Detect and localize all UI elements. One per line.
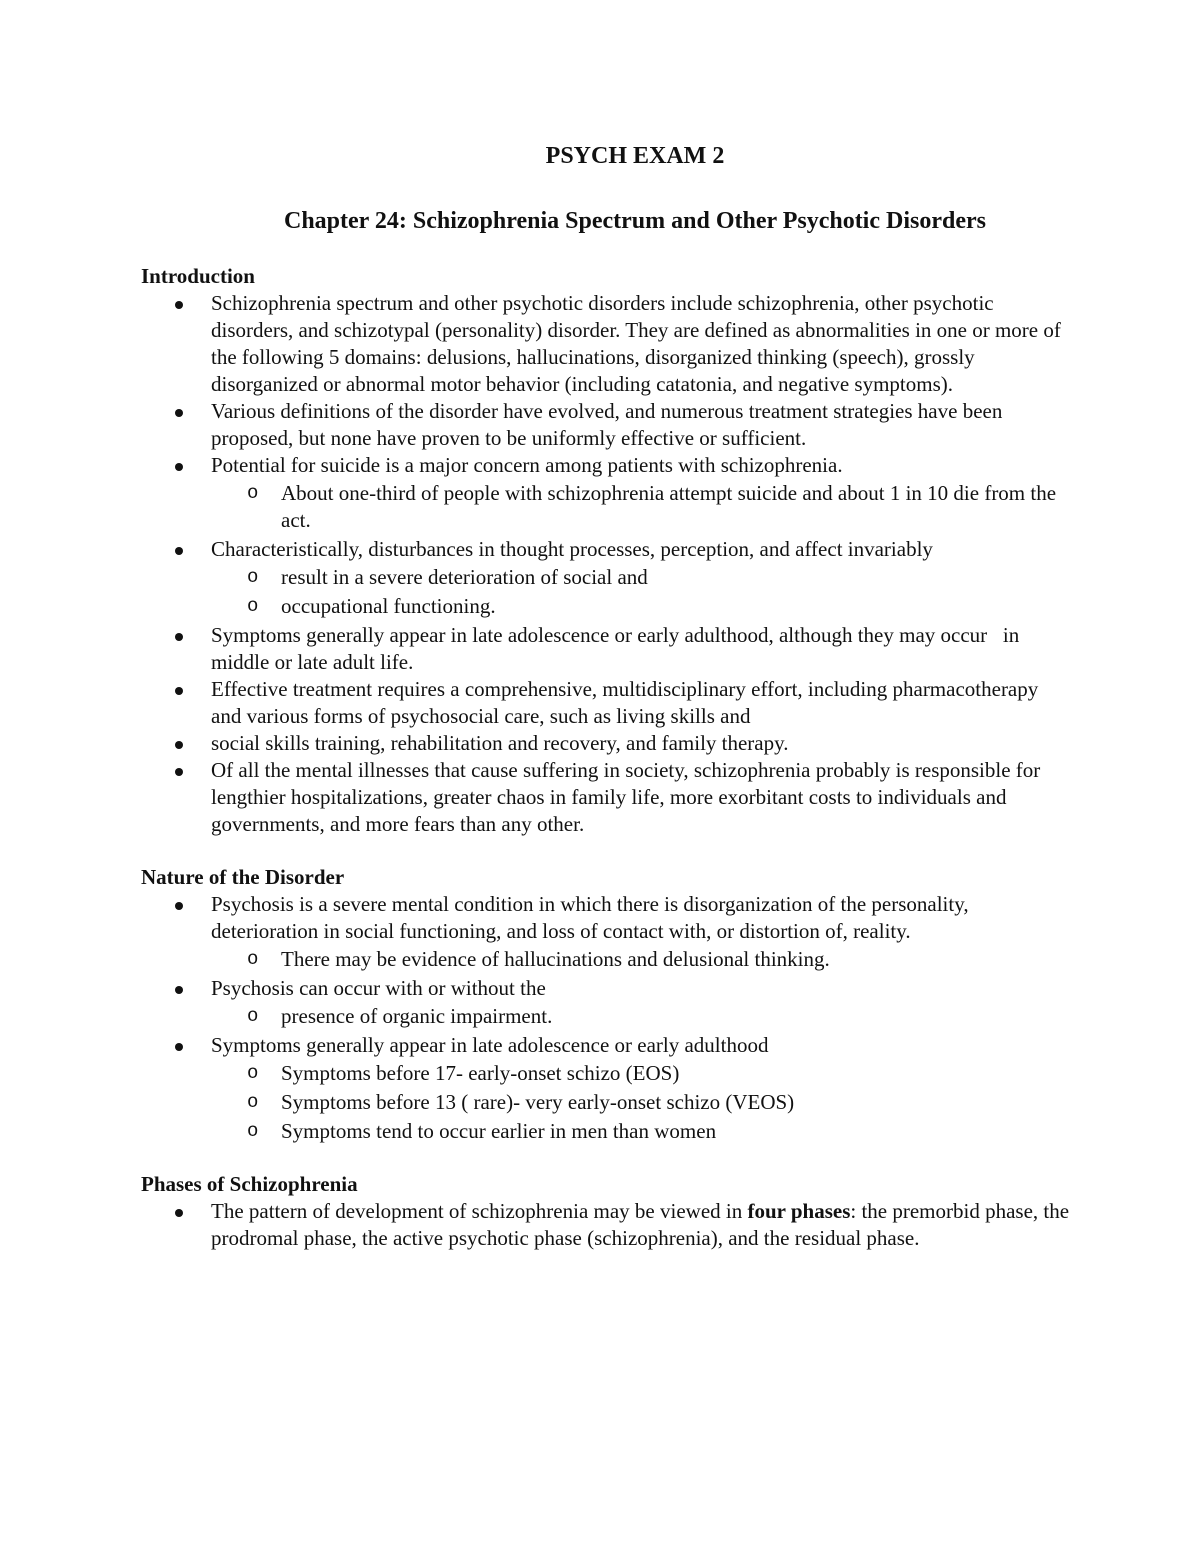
circle-bullet-icon: o (247, 1091, 259, 1113)
section-heading: Nature of the Disorder (141, 865, 345, 889)
bullet-icon (175, 633, 183, 641)
circle-bullet-icon: o (247, 1062, 259, 1084)
bullet-icon (175, 547, 183, 555)
list-item-text-start: The pattern of development of schizophrenia may be viewed in (211, 1199, 748, 1223)
bullet-icon (175, 1043, 183, 1051)
list-item-text: Psychosis is a severe mental condition in which there is disorganization of the personality, deterioration in social functioning, and loss of contact with, or distortion of, reality. (211, 892, 969, 943)
sub-list-item (247, 1118, 1071, 1145)
list-item-text: Potential for suicide is a major concern among patients with schizophrenia. (211, 453, 843, 477)
list-item (211, 398, 1071, 452)
sub-item-text: About one-third of people with schizophrenia attempt suicide and about 1 in 10 die from the act. (281, 481, 1057, 532)
list-item (211, 1032, 1071, 1145)
section-heading: Phases of Schizophrenia (141, 1172, 358, 1196)
list-item (211, 452, 1071, 534)
section-introduction (141, 263, 1071, 838)
bullet-icon (175, 741, 183, 749)
list-item-text: Psychosis can occur with or without the (211, 976, 546, 1000)
bullet-list (141, 1198, 1071, 1252)
bold-emphasis: four phases (747, 1199, 851, 1223)
sub-list (211, 946, 1071, 973)
list-item (211, 891, 1071, 973)
sub-list-item (247, 946, 1071, 973)
list-item-text: Effective treatment requires a comprehensive, multidisciplinary effort, including pharmacotherapy and various forms of psychosocial care, such as living skills and (211, 677, 1039, 728)
bullet-icon (175, 986, 183, 994)
list-item (211, 536, 1071, 620)
sub-list (211, 480, 1071, 534)
sub-item-text: There may be evidence of hallucinations and delusional thinking. (281, 947, 830, 971)
sub-item-text: presence of organic impairment. (281, 1004, 553, 1028)
bullet-icon (175, 902, 183, 910)
circle-bullet-icon: o (247, 566, 259, 588)
bullet-icon (175, 301, 183, 309)
sub-item-text: Symptoms before 13 ( rare)- very early-onset schizo (VEOS) (281, 1090, 795, 1114)
circle-bullet-icon: o (247, 1005, 259, 1027)
circle-bullet-icon: o (247, 1120, 259, 1142)
sub-item-text: Symptoms tend to occur earlier in men than women (281, 1119, 717, 1143)
list-item-text: Of all the mental illnesses that cause suffering in society, schizophrenia probably is responsible for lengthier hospitalizations, greater chaos in family life, more exorbitant costs to individuals and governments, and more fears than any other. (211, 758, 1041, 836)
document-body (141, 263, 1071, 1278)
bullet-list (141, 891, 1071, 1145)
list-item-text-end: : the premorbid phase, the prodromal phase, the active psychotic phase (schizophrenia), and the residual phase. (211, 1199, 1070, 1250)
sub-list (211, 564, 1071, 620)
sub-list (211, 1003, 1071, 1030)
bullet-icon (175, 687, 183, 695)
sub-list-item (247, 1003, 1071, 1030)
list-item-text: social skills training, rehabilitation and recovery, and family therapy. (211, 731, 789, 755)
section-phases (141, 1171, 1071, 1252)
list-item-text: Schizophrenia spectrum and other psychotic disorders include schizophrenia, other psychotic disorders, and schizotypal (personality) disorder. They are defined as abnormalities in one or more of the following 5 domains: delusions, hallucinations, disorganized thinking (speech), grossly disorganized or abnormal motor behavior (including catatonia, and negative symptoms). (211, 291, 1061, 396)
circle-bullet-icon: o (247, 482, 259, 504)
circle-bullet-icon: o (247, 595, 259, 617)
sub-list-item (247, 1089, 1071, 1116)
sub-list-item (247, 564, 1071, 591)
list-item-text: Symptoms generally appear in late adolescence or early adulthood (211, 1033, 769, 1057)
bullet-icon (175, 409, 183, 417)
list-item (211, 290, 1071, 398)
list-item (211, 730, 1071, 757)
sub-list-item (247, 1060, 1071, 1087)
list-item-text: Various definitions of the disorder have evolved, and numerous treatment strategies have been proposed, but none have proven to be uniformly effective or sufficient. (211, 399, 1003, 450)
sub-item-text: Symptoms before 17- early-onset schizo (EOS) (281, 1061, 680, 1085)
sub-item-text: occupational functioning. (281, 594, 496, 618)
bullet-icon (175, 768, 183, 776)
section-nature-of-disorder (141, 864, 1071, 1145)
circle-bullet-icon: o (247, 948, 259, 970)
sub-list (211, 1060, 1071, 1145)
bullet-icon (175, 1209, 183, 1217)
section-heading: Introduction (141, 264, 255, 288)
list-item (211, 975, 1071, 1030)
chapter-heading: Chapter 24: Schizophrenia Spectrum and Other Psychotic Disorders (284, 208, 986, 234)
sub-list-item (247, 480, 1071, 534)
sub-list-item (247, 593, 1071, 620)
list-item (211, 676, 1071, 730)
list-item (211, 757, 1071, 838)
sub-item-text: result in a severe deterioration of social and (281, 565, 648, 589)
document-title: PSYCH EXAM 2 (545, 143, 725, 169)
list-item (211, 1198, 1071, 1252)
list-item-text: Characteristically, disturbances in thought processes, perception, and affect invariably (211, 537, 933, 561)
list-item (211, 622, 1071, 676)
bullet-icon (175, 463, 183, 471)
list-item-text: Symptoms generally appear in late adolescence or early adulthood, although they may occur in middle or late adult life. (211, 623, 1025, 674)
bullet-list (141, 290, 1071, 838)
